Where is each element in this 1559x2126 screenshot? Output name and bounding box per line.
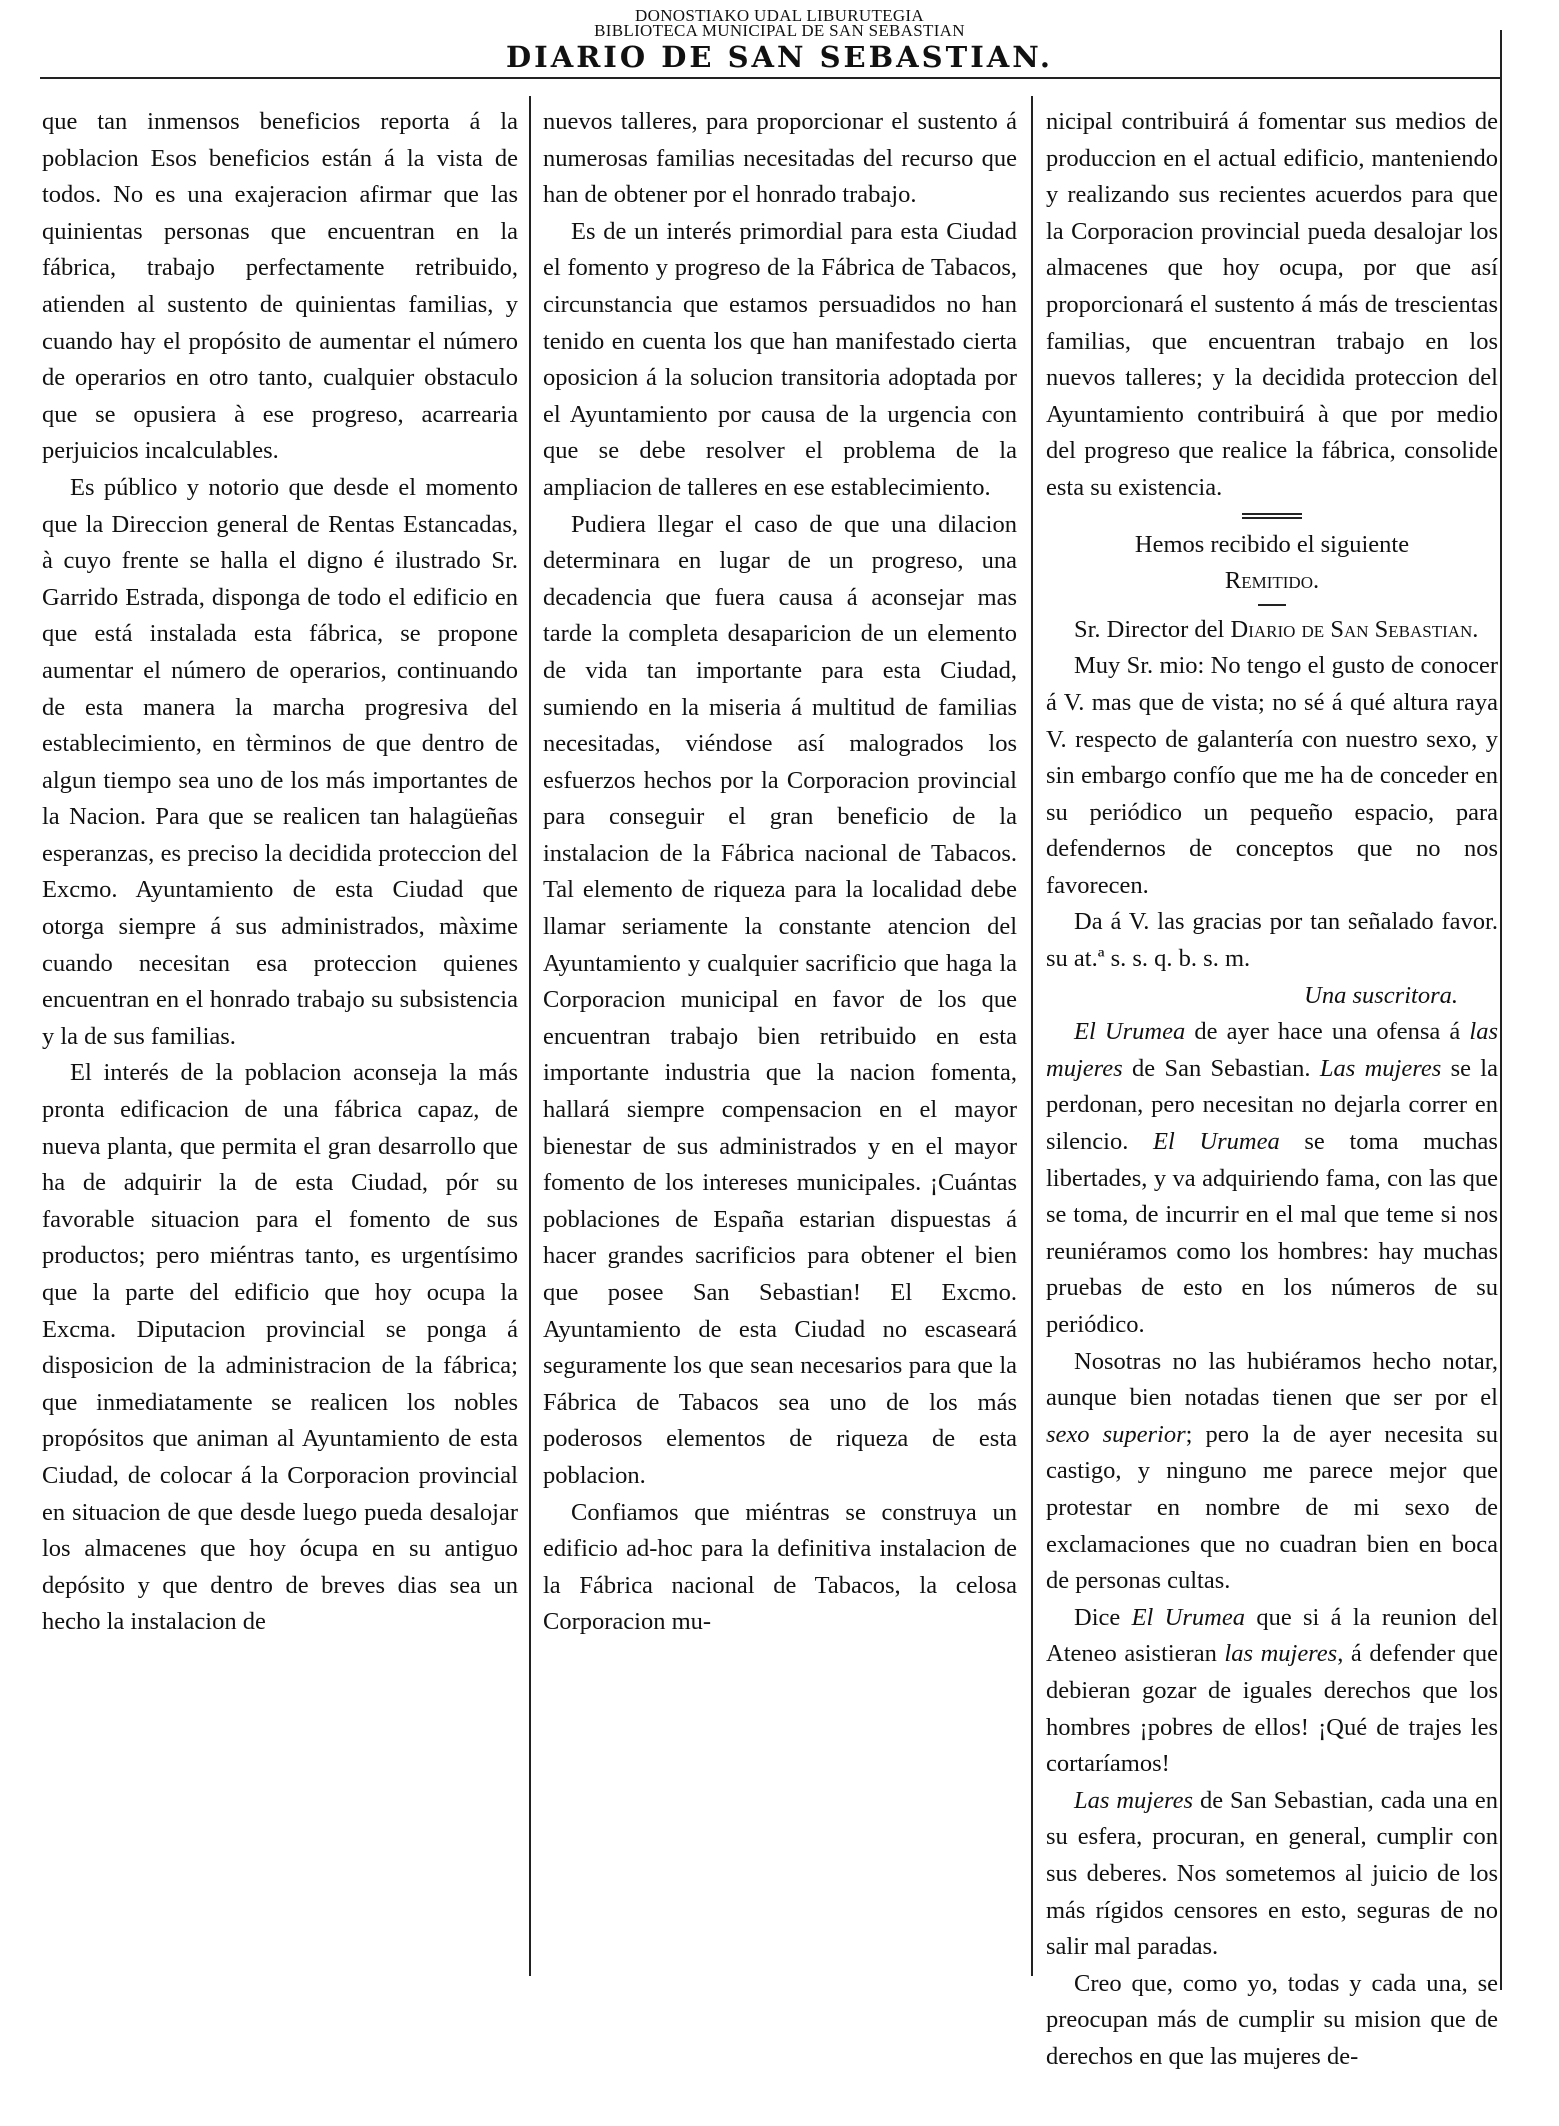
text-segment: Muy Sr. mio: No tengo el gusto de conocer á V. mas que de vista; no sé á qué altura raya V. respecto de galantería con nuestro sexo, y sin embargo confío que me ha de conceder en su periódico un pequeño espacio, para defendernos de conceptos que no nos favorecen. [1046, 652, 1498, 899]
text-segment: Nosotras no las hubiéramos hecho notar, aunque bien notadas tienen que ser por el [1046, 1347, 1498, 1412]
header-rule [40, 77, 1502, 79]
paragraph [543, 1495, 1017, 1641]
paragraph [1046, 1966, 1498, 2076]
italic-text: El Urumea [1153, 1128, 1280, 1156]
paragraph [543, 104, 1017, 214]
text-segment: Es público y notorio que desde el momento que la Direccion general de Rentas Estancadas, à cuyo frente se halla el digno é ilustrado Sr. Garrido Estrada, disponga de todo el edificio en que está instalada esta fábrica, se propone aumentar el número de operarios, continuando de esta manera la marcha progresiva del establecimiento, en tèrminos de que dentro de algun tiempo sea uno de los más importantes de la Nacion. Para que se realicen tan halagüeñas esperanzas, es preciso la decidida proteccion del Excmo. Ayuntamiento de esta Ciudad que otorga siempre á sus administrados, màxime cuando necesitan esa proteccion quienes encuentran en el honrado trabajo su subsistencia y la de sus familias. [42, 473, 518, 1050]
text-segment: de ayer hace una ofensa á [1185, 1018, 1470, 1046]
italic-text: Las mujeres [1319, 1054, 1442, 1082]
text-segment: se la perdonan, pero necesitan no dejarla correr en silencio. [1046, 1054, 1498, 1156]
italic-text: las mujeres [1224, 1640, 1338, 1668]
text-segment: nicipal contribuirá á fomentar sus medios de produccion en el actual edificio, manteniendo y realizando sus recientes acuerdos para que la Corporacion provincial pueda desalojar los almacenes que hoy ocupa, por que así proporcionará el sustento á más de trescientas familias, que encuentran trabajo en los nuevos talleres; y la decidida proteccion del Ayuntamiento contribuirá à que por medio del progreso que realice la fábrica, consolide esta su existencia. [1046, 108, 1498, 501]
italic-text: El Urumea [1074, 1018, 1186, 1046]
text-segment: Dice [1074, 1603, 1132, 1631]
text-segment: Pudiera llegar el caso de que una dilacion determinara en lugar de un progreso, una decadencia que fuera causa á aconsejar mas tarde la completa desaparicion de un elemento de vida tan importante para esta Ciudad, sumiendo en la miseria á multitud de familias necesitadas, viéndose así malogrados los esfuerzos hechos por la Corporacion provincial para conseguir el gran beneficio de la instalacion de la Fábrica nacional de Tabacos. Tal elemento de riqueza para la localidad debe llamar seriamente la constante atencion del Ayuntamiento y cualquier sacrificio que haga la Corporacion municipal en favor de los que encuentran trabajo bien retribuido en esta importante industria que la nacion fomenta, hallará siempre compensacion en el mayor bienestar de sus administrados y en el mayor fomento de los intereses municipales. ¡Cuántas poblaciones de España estarian dispuestas á hacer grandes sacrificios para obtener el bien que posee San Sebastian! El Excmo. Ayuntamiento de esta Ciudad no escaseará seguramente los que sean necesarios para que la Fábrica de Tabacos sea uno de los más poderosos elementos de riqueza de esta poblacion. [543, 510, 1017, 1489]
library-name-spanish: BIBLIOTECA MUNICIPAL DE SAN SEBASTIAN [594, 21, 965, 40]
text-segment: nuevos talleres, para proporcionar el sustento á numerosas familias necesitadas del recurso que han de obtener por el honrado trabajo. [543, 108, 1017, 209]
section-divider [1242, 513, 1302, 519]
column-3 [1046, 104, 1498, 2075]
signature [1046, 978, 1498, 1015]
italic-text: las mujeres [1046, 1018, 1498, 1082]
text-segment: Sr. Director del [1074, 615, 1231, 643]
paragraph [42, 1055, 518, 1641]
text-segment: que si á la reunion del Ateneo asistieran [1046, 1603, 1498, 1668]
library-name-basque: DONOSTIAKO UDAL LIBURUTEGIA [635, 6, 924, 25]
heading [1046, 527, 1498, 564]
newspaper-title: DIARIO DE SAN SEBASTIAN. [505, 40, 1054, 74]
text-segment: ; pero la de ayer necesita su castigo, y ninguno me parece mejor que protestar en nombre de mi sexo de exclamaciones que no cuadran bien en boca de personas cultas. [1046, 1420, 1498, 1595]
paragraph [1046, 1600, 1498, 1783]
text-segment: Hemos recibido el siguiente [1134, 530, 1410, 558]
text-segment: que tan inmensos beneficios reporta á la poblacion Esos beneficios están á la vista de todos. No es una exajeracion afirmar que las quinientas personas que encuentran en la fábrica, trabajo perfectamente retribuido, atienden al sustento de quinientas familias, y cuando hay el propósito de aumentar el número de operarios en otro tanto, cualquier obstaculo que se opusiera à ese progreso, acarrearia perjuicios incalculables. [42, 108, 518, 465]
text-segment: de San Sebastian. [1122, 1054, 1320, 1082]
paragraph [1046, 1344, 1498, 1600]
text-segment: Diario de San Sebastian. [1230, 615, 1479, 643]
paragraph [543, 214, 1017, 507]
paragraph [1046, 1783, 1498, 1966]
column-1 [42, 104, 518, 1641]
italic-text: Una suscritora. [1304, 981, 1458, 1009]
paragraph [543, 507, 1017, 1495]
heading [1046, 563, 1498, 600]
text-segment: Es de un interés primordial para esta Ciudad el fomento y progreso de la Fábrica de Tabacos, circunstancia que estamos persuadidos no han tenido en cuenta los que han manifestado cierta oposicion á la solucion transitoria adoptada por el Ayuntamiento por causa de la urgencia con que se debe resolver el problema de la ampliacion de talleres en ese establecimiento. [543, 217, 1017, 501]
text-segment: Da á V. las gracias por tan señalado favor. su at.ª s. s. q. b. s. m. [1046, 908, 1498, 973]
paragraph [42, 470, 518, 1056]
italic-text: Las mujeres [1074, 1786, 1194, 1814]
text-segment: Remitido. [1224, 567, 1320, 595]
column-rule-2 [1031, 96, 1033, 1976]
paragraph [1046, 1014, 1498, 1343]
paragraph [1046, 104, 1498, 507]
paragraph [1046, 904, 1498, 977]
paragraph [1046, 612, 1498, 649]
page-edge-rule [1500, 30, 1502, 1990]
text-segment: de San Sebastian, cada una en su esfera, procuran, en general, cumplir con sus deberes. Nos sometemos al juicio de los más rígidos censores en esto, seguras de no salir mal paradas. [1046, 1786, 1498, 1961]
text-segment: Creo que, como yo, todas y cada una, se preocupan más de cumplir su mision que de derechos en que las mujeres de- [1046, 1969, 1498, 2070]
italic-text: El Urumea [1131, 1603, 1245, 1631]
small-rule [1258, 604, 1286, 606]
text-segment: El interés de la poblacion aconseja la más pronta edificacion de una fábrica capaz, de nueva planta, que permita el gran desarrollo que ha de adquirir la de esta Ciudad, pór su favorable situacion para el fomento de sus productos; pero miéntras tanto, es urgentísimo que la parte del edificio que hoy ocupa la Excma. Diputacion provincial se ponga á disposicion de la administracion de la fábrica; que inmediatamente se realicen los nobles propósitos que animan al Ayuntamiento de esta Ciudad, de colocar á la Corporacion provincial en situacion de que desde luego pueda desalojar los almacenes que hoy ócupa en su antiguo depósito y que dentro de breves dias sea un hecho la instalacion de [42, 1059, 518, 1636]
paragraph [42, 104, 518, 470]
paragraph [1046, 648, 1498, 904]
text-segment: Confiamos que miéntras se construya un edificio ad-hoc para la definitiva instalacion de la Fábrica nacional de Tabacos, la celosa Corporacion mu- [543, 1498, 1017, 1636]
column-2 [543, 104, 1017, 1641]
text-segment: se toma muchas libertades, y va adquiriendo fama, con las que se toma, de incurrir en el mal que teme si nos reuniéramos como los hombres: hay muchas pruebas de esto en los números de su periódico. [1046, 1128, 1498, 1338]
italic-text: sexo superior [1046, 1420, 1186, 1448]
column-rule-1 [529, 96, 531, 1976]
text-segment: , á defender que debieran gozar de iguales derechos que los hombres ¡pobres de ellos! ¡Qué de trajes les cortaríamos! [1046, 1640, 1498, 1778]
